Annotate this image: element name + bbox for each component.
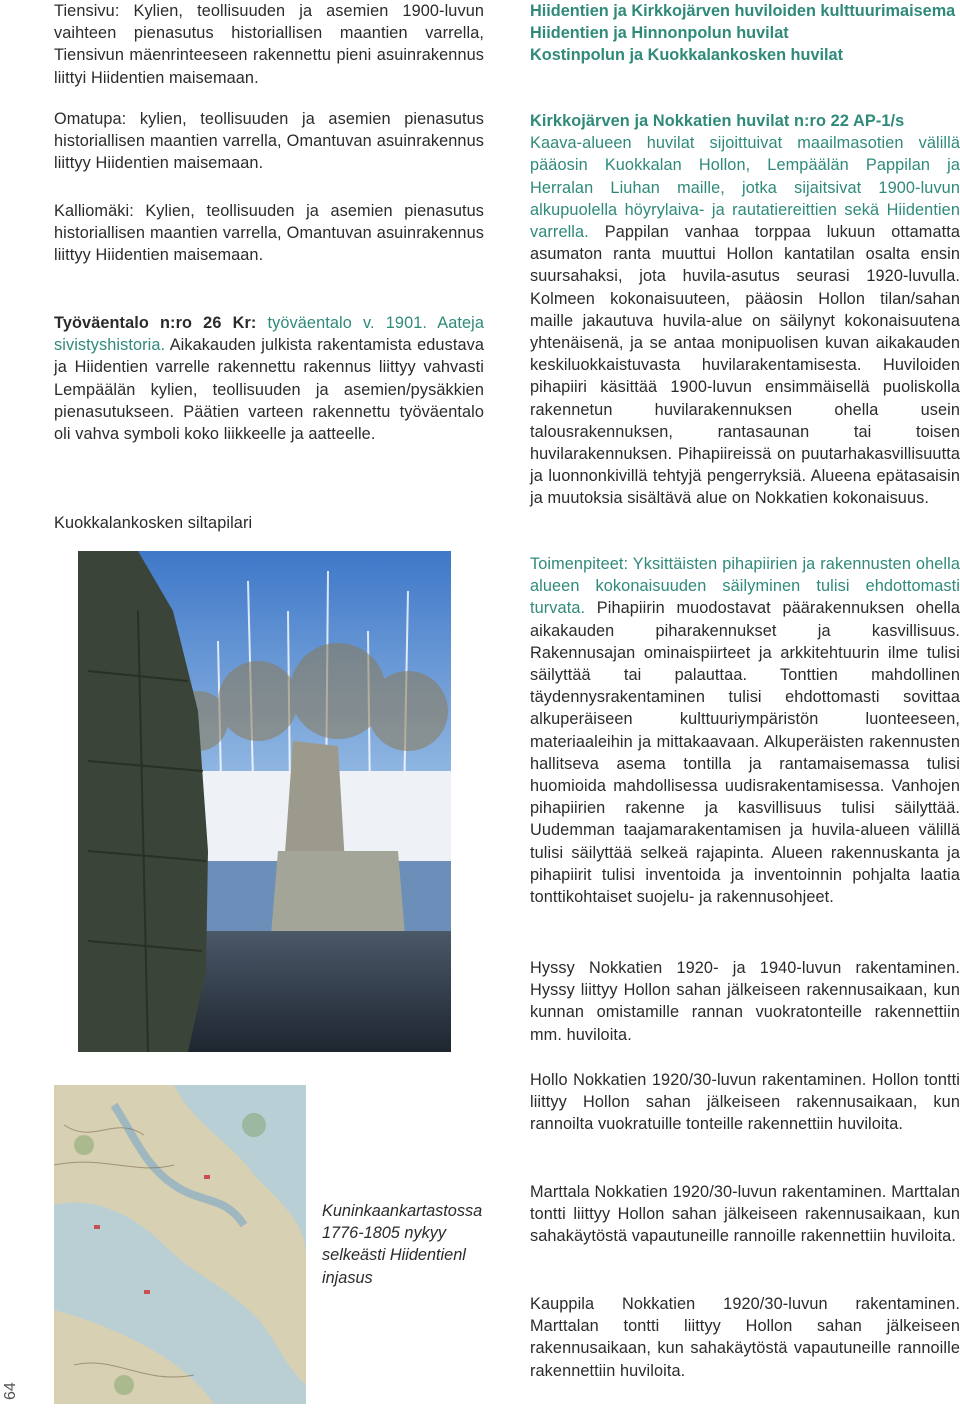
- kirkkojarvi-heading: Kirkkojärven ja Nokkatien huvilat n:ro 22 AP-1/s: [530, 112, 905, 130]
- historical-map-image: [54, 1085, 306, 1404]
- kirkkojarvi-lead: Kaava-alueen huvilat sijoittuivat maailmasotien välillä pääosin Kuokkalan Hollon, Lempäälän Pappilan ja Herralan Liuhan maille, jotka sijaitsivat 1900-luvun alkupuolella höyrylaiva- ja rautatiereittien sekä Hiidentien varrella.: [530, 134, 960, 242]
- toimenpiteet-body: Pihapiirin muodostavat päärakennuksen ohella aikakauden piharakennukset ja kasvillisuus. Rakennusajan ominaispiirteet ja arkkitehtuurin ilme tulisi säilyttää tai palauttaa. Tonttien mahdollinen täydennysrakentaminen tulisi ehdottomasti sovittaa alkuperäiseen kulttuuriympäristön luonteeseen, materiaaleihin ja mittakaavaan. Alkuperäisten rakennusten hallitseva asema tontilla ja rantamaisemassa tulisi huomioida mahdollisessa uudisrakentamisessa. Vanhojen pihapiirien rakenne ja kasvillisuus tulisi säilyttää. Uudemman taajamarakentamisen ja huvila-alueen välillä tulisi säilyttää selkeä rajapinta. Alueen rakennuskanta ja pihapiirit tulisi inventoida ja inventoinnin pohjalta laatia tonttikohtaiset suojelu- ja rakennusohjeet.: [530, 599, 960, 907]
- toimenpiteet-lead: Toimenpiteet: Yksittäisten pihapiirien ja rakennusten ohella alueen kokonaisuuden säilyminen tulisi ehdottomasti turvata.: [530, 555, 960, 618]
- heading-kostinpolun: Kostinpolun ja Kuokkalankosken huvilat: [530, 46, 844, 65]
- tyovaentalo-heading: Työväentalo n:ro 26 Kr:: [54, 314, 257, 332]
- tyovaentalo-body: Aikakauden julkista rakentamista edustava ja Hiidentien varrelle rakennettu rakennus liittyy vahvasti Lempäälän kylien, teollisuuden ja asemien/pysäkkien pienasutukseen. Päätien varteen rakennettu työväentalo oli vahva symboli koko liikkeelle ja aatteelle.: [54, 336, 484, 444]
- hollo-paragraph: Hollo Nokkatien 1920/30-luvun rakentaminen. Hollon tontti liittyy Hollon sahan jälkeiseen rakennusaikaan, kun rannoilta vuokratuille tonteille rakennettiin huviloita.: [530, 1071, 960, 1134]
- bridge-pillar-image: [78, 551, 451, 1052]
- heading-hinnonpolun: Hiidentien ja Hinnonpolun huvilat: [530, 24, 789, 43]
- section-headings: [530, 0, 960, 67]
- page-number: 64: [2, 1382, 19, 1400]
- map-caption: Kuninkaankartastossa 1776-1805 nykyy selkeästi Hiidentienl injasus: [322, 1202, 483, 1287]
- historical-map-drawing: [54, 1085, 306, 1404]
- photo-caption: Kuokkalankosken siltapilari: [54, 514, 253, 532]
- kalliomaki-paragraph: Kalliomäki: Kylien, teollisuuden ja asemien pienasutus historiallisen maantien varrella, Omantuvan asuinrakennus liittyy Hiidentien maisemaan.: [54, 202, 484, 265]
- hyssy-paragraph: Hyssy Nokkatien 1920- ja 1940-luvun rakentaminen. Hyssy liittyy Hollon sahan jälkeiseen rakennusaikaan, kun kunnan omistamille rannan vuokratonteille rakennettiin mm. huviloita.: [530, 959, 960, 1044]
- tyovaentalo-lead: työväentalo v. 1901. Aateja sivistyshistoria.: [54, 314, 484, 355]
- tyovaentalo-paragraph: [54, 312, 484, 445]
- kirkkojarvi-body: Pappilan vanhaa torppaa lukuun ottamatta asumaton ranta muuttui Hollon kantatilan osalta ensin suursahaksi, jota huvila-asutus seurasi 1920-luvulla. Kolmeen kokonaisuuteen, pääosin Hollon tilan/sahan maille jakautuva huvila-alue on säilynyt kokonaisuutena yhtenäisenä, ja se antaa monipuolisen kuvan aikakauden keskiluokkaistuvasta huvilarakentamisesta. Huviloiden pihapiiri käsittää 1900-luvun ensimmäisellä puoliskolla rakennetun huvilarakennuksen ohella usein talousrakennuksen, rantasaunan tai toisen huvilarakennuksen. Pihapiireissä on puutarhakasvillisuutta ja luonnonkivillä tehtyjä pengerryksiä. Alueena epätasaisin ja muutoksia sisältävä alue on Nokkatien kokonaisuus.: [530, 223, 960, 508]
- omatupa-paragraph: Omatupa: kylien, teollisuuden ja asemien pienasutus historiallisen maantien varrella, Omantuvan asuinrakennus liittyy Hiidentien maisemaan.: [54, 110, 484, 173]
- toimenpiteet-paragraph: [530, 553, 960, 908]
- tiensivu-paragraph: Tiensivu: Kylien, teollisuuden ja asemien 1900-luvun vaihteen pienasutus historiallisen maantien varrella, Tiensivun mäenrinteeseen rakennettu pieni asuinrakennus liittyi Hiidentien maisemaan.: [54, 2, 484, 87]
- kirkkojarvi-paragraph: [530, 110, 960, 510]
- kauppila-paragraph: Kauppila Nokkatien 1920/30-luvun rakentaminen. Marttalan tontti liittyy Hollon sahan jälkeiseen rakennusaikaan, kun sahakäytöstä vapautuneille rannoille rakennettiin huviloita.: [530, 1295, 960, 1380]
- bridge-pillar-photo: [78, 551, 451, 1052]
- marttala-paragraph: Marttala Nokkatien 1920/30-luvun rakentaminen. Marttalan tontti liittyy Hollon sahan jälkeiseen rakennusaikaan, kun sahakäytöstä vapautuneille rannoille rakennettiin huviloita.: [530, 1183, 960, 1246]
- heading-kulttuurimaisema: Hiidentien ja Kirkkojärven huviloiden kulttuurimaisema: [530, 2, 956, 20]
